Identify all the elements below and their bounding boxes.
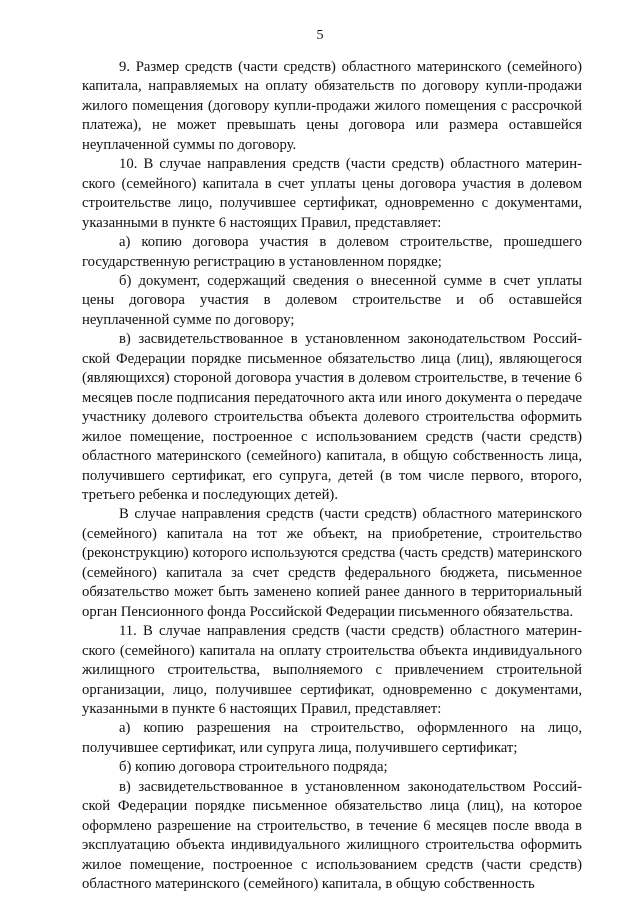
paragraph-11-v: в) засвидетельствованное в установленном законодательством Российской Федерации порядке письменное обязательство лица (лиц), на которое оформлено разрешение на строительство, в течение 6 месяцев после ввода в эксплуатацию объекта индивидуального жилищного строительства оформить жилое помещение, построенное с использованием средств (части средств) областного материнского (семейного) капитала, в общую собственность [82, 778, 582, 893]
document-body [82, 58, 582, 894]
paragraph-10-b: б) документ, содержащий сведения о внесенной сумме в счет уплаты цены договора участия в долевом строительстве и об оставшейся неуплаченной сумме по договору; [82, 272, 582, 328]
paragraph-10-v: в) засвидетельствованное в установленном законодательством Российской Федерации порядке письменное обязательство лица (лиц), являющегося (являющихся) стороной договора участия в долевом строительстве, в течение 6 месяцев после подписания передаточного акта или иного документа о передаче участнику долевого строительства объекта долевого строительства оформить жилое помещение, построенное с использованием средств (части средств) областного материнского (семейного) капитала, в общую собственность лица, получившего сертификат, его супруга, детей (в том числе первого, второго, третьего ребенка и последующих детей). [82, 331, 582, 503]
paragraph-11: 11. В случае направления средств (части средств) областного материнского (семейного) капитала на оплату строительства объекта индивидуального жилищного строительства, выполняемого с привлечением строительной организации, лицо, получившее сертификат, одновременно с документами, указанными в пункте 6 настоящих Правил, представляет: [82, 623, 582, 717]
paragraph-10: 10. В случае направления средств (части средств) областного материнского (семейного) капитала в счет уплаты цены договора участия в долевом строительстве лицо, получившее сертификат, одновременно с документами, указанными в пункте 6 настоящих Правил, представляет: [82, 156, 582, 231]
paragraph-10-note: В случае направления средств (части средств) областного материнского (семейного) капитала на тот же объект, на приобретение, строительство (реконструкцию) которого используются средства (часть средств) материнского (семейного) капитала за счет средств федерального бюджета, письменное обязательство может быть заменено копией ранее данного в территориальный орган Пенсионного фонда Российской Федерации письменного обязательства. [82, 506, 582, 620]
page-number: 5 [316, 28, 324, 43]
paragraph-11-b: б) копию договора строительного подряда; [119, 759, 388, 776]
paragraph-10-a: а) копию договора участия в долевом строительстве, прошедшего государственную регистрацию в установленном порядке; [82, 234, 582, 270]
paragraph-9: 9. Размер средств (части средств) областного материнского (семейного) капитала, направляемых на оплату обязательств по договору купли-продажи жилого помещения (договору купли-продажи жилого помещения с рассрочкой платежа), не может превышать цены договора или размера оставшейся неуплаченной суммы по договору. [82, 59, 582, 153]
paragraph-11-a: а) копию разрешения на строительство, оформленного на лицо, получившее сертификат, или супруга лица, получившего сертификат; [82, 720, 582, 756]
